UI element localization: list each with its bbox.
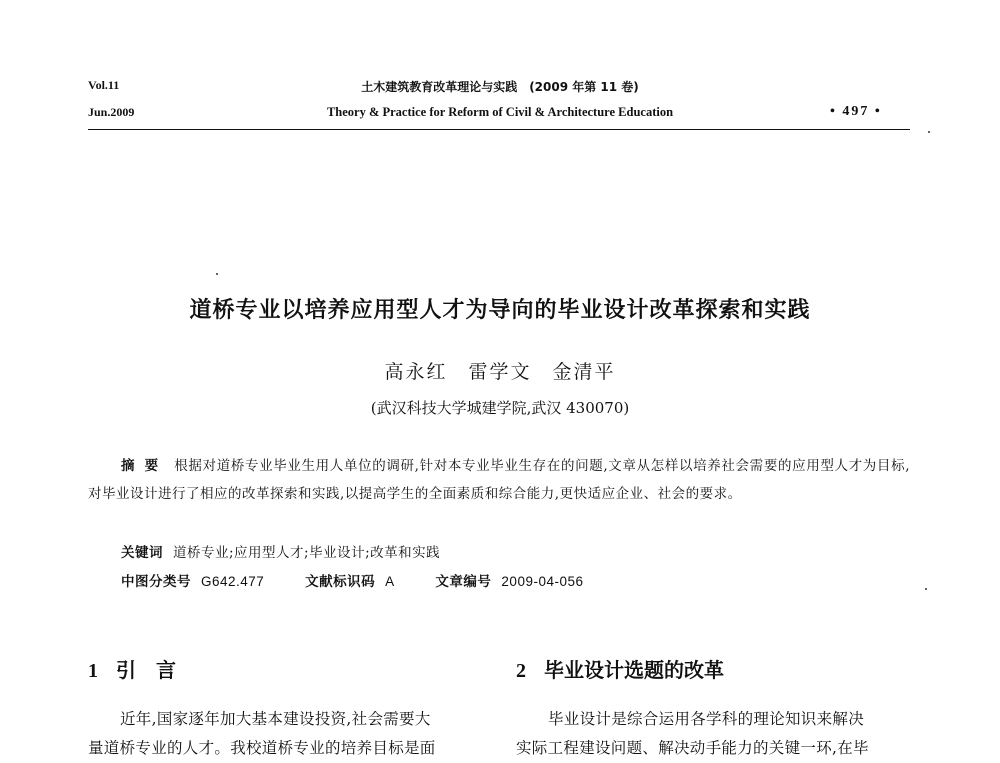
- doc-code-label: 文献标识码: [305, 574, 376, 590]
- section-title: 毕业设计选题的改革: [544, 658, 724, 682]
- issue-date: Jun.2009: [88, 105, 135, 119]
- scan-speck: [928, 131, 930, 133]
- section-number: 2: [516, 660, 526, 682]
- article-no-label: 文章编号: [435, 574, 492, 590]
- section-title: 引 言: [116, 658, 176, 682]
- abstract-label: 摘要: [121, 458, 169, 474]
- section-heading-1: [88, 654, 176, 683]
- journal-title-en: Theory & Practice for Reform of Civil & Architecture Education: [326, 105, 674, 119]
- volume-label: Vol.11: [88, 78, 120, 92]
- article-no-value: 2009-04-056: [501, 574, 584, 589]
- classification-line: [121, 570, 620, 590]
- section-2-body: [516, 705, 910, 763]
- scan-speck: [925, 588, 927, 590]
- clc-value: G642.477: [201, 574, 265, 589]
- paragraph-line: 量道桥专业的人才。我校道桥专业的培养目标是面: [88, 739, 436, 757]
- section-1-body: [88, 705, 478, 763]
- abstract-text: 根据对道桥专业毕业生用人单位的调研,针对本专业毕业生存在的问题,文章从怎样以培养社会需要的应用型人才为目标,对毕业设计进行了相应的改革探索和实践,以提高学生的全面素质和综合能力,更快适应企业、社会的要求。: [88, 458, 911, 502]
- paragraph-line: 实际工程建设问题、解决动手能力的关键一环,在毕: [516, 739, 869, 757]
- affiliation: (武汉科技大学城建学院,武汉 430070): [370, 399, 630, 417]
- keywords-line: [121, 541, 440, 561]
- section-heading-2: [516, 654, 724, 683]
- doc-code-value: A: [385, 574, 395, 589]
- page-number: • 497 •: [830, 104, 882, 119]
- header-rule: [88, 129, 910, 130]
- keywords-text: 道桥专业;应用型人才;毕业设计;改革和实践: [173, 545, 441, 561]
- clc-label: 中图分类号: [121, 574, 191, 590]
- keywords-label: 关键词: [121, 545, 163, 561]
- journal-title-cn: 土木建筑教育改革理论与实践 (2009 年第 11 卷): [361, 80, 639, 94]
- paragraph-line: 近年,国家逐年加大基本建设投资,社会需要大: [120, 710, 431, 728]
- abstract: [88, 452, 910, 508]
- paragraph-line: 毕业设计是综合运用各学科的理论知识来解决: [548, 710, 865, 728]
- authors: 高永红 雷学文 金清平: [384, 361, 616, 383]
- scan-speck: [216, 273, 218, 275]
- article-title: 道桥专业以培养应用型人才为导向的毕业设计改革探索和实践: [189, 298, 811, 323]
- section-number: 1: [88, 660, 98, 682]
